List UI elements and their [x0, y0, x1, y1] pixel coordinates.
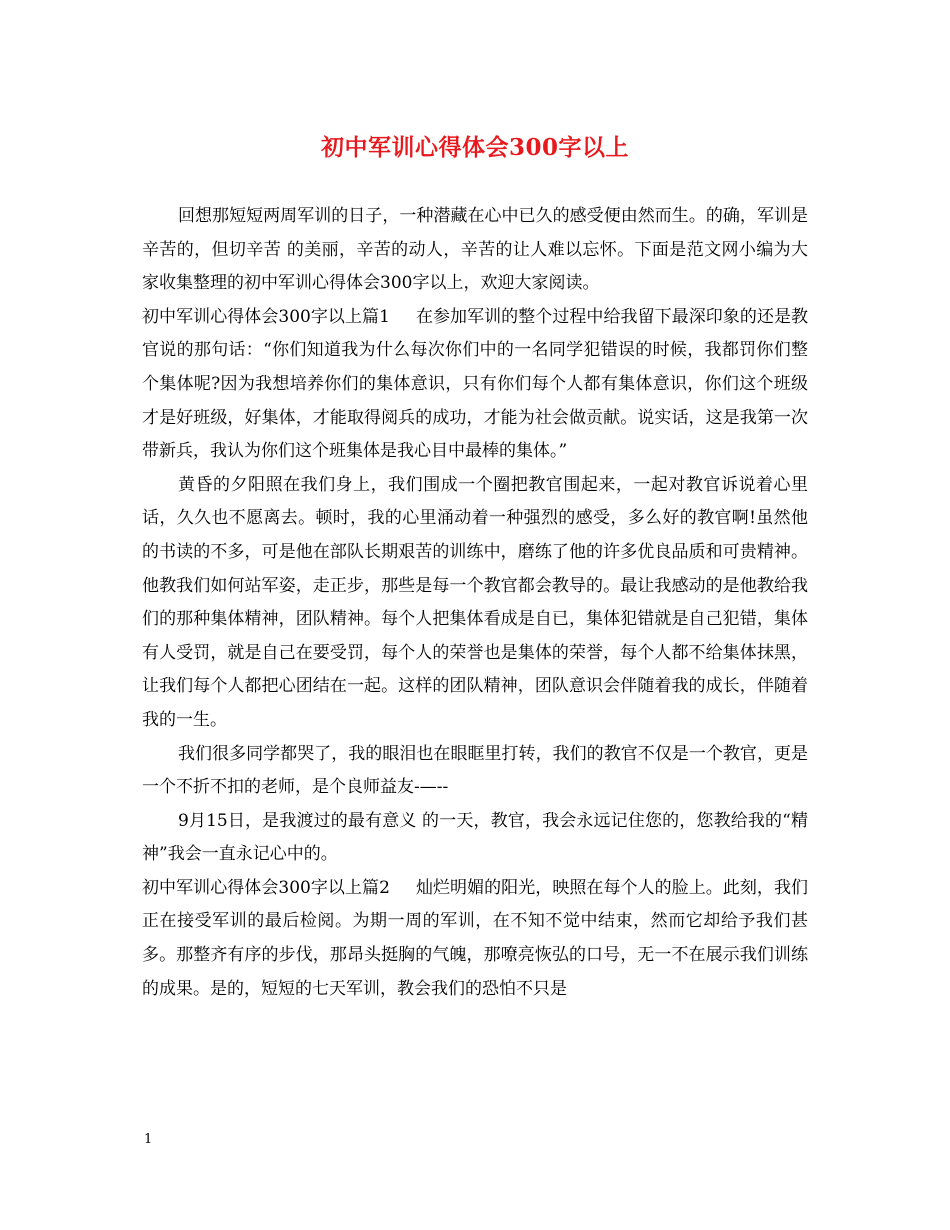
paragraph-sunset: 黄昏的夕阳照在我们身上，我们围成一个圈把教官围起来，一起对教官诉说着心里话，久久也不愿离去。顿时，我的心里涌动着一种强烈的感受，多么好的教官啊!虽然他的书读的不多，可是他在部队长期艰苦的训练中，磨练了他的许多优良品质和可贵精神。他教我们如何站军姿，走正步，那些是每一个教官都会教导的。最让我感动的是他教给我们的那种集体精神，团队精神。每个人把集体看成是自已，集体犯错就是自己犯错，集体有人受罚，就是自己在要受罚，每个人的荣誉也是集体的荣誉，每个人都不给集体抹黑，让我们每个人都把心团结在一起。这样的团队精神，团队意识会伴随着我的成长，伴随着我的一生。: [142, 474, 808, 730]
document-body: [142, 200, 808, 1006]
paragraph-september: 9月15日，是我渡过的最有意义 的一天，教官，我会永远记住您的，您教给我的“精神”我会一直永记心中的。: [142, 810, 808, 865]
paragraph-tears: 我们很多同学都哭了，我的眼泪也在眼眶里打转，我们的教官不仅是一个教官，更是一个不折不扣的老师，是个良师益友-—--: [142, 743, 808, 798]
section-2-paragraph: [142, 872, 808, 1006]
section-2-heading: 初中军训心得体会300字以上篇2: [142, 877, 390, 898]
section-1-heading: 初中军训心得体会300字以上篇1: [142, 306, 390, 327]
intro-paragraph: 回想那短短两周军训的日子，一种潜藏在心中已久的感受便由然而生。的确，军训是辛苦的，但切辛苦 的美丽，辛苦的动人，辛苦的让人难以忘怀。下面是范文网小编为大家收集整理的初中军训心得体会300字以上，欢迎大家阅读。: [142, 206, 808, 294]
document-title: 初中军训心得体会300字以上: [320, 134, 629, 161]
section-1-paragraph: [142, 301, 808, 469]
page-number: 1: [144, 1132, 153, 1147]
section-1-text: 在参加军训的整个过程中给我留下最深印象的还是教官说的那句话：“你们知道我为什么每次你们中的一名同学犯错误的时候，我都罚你们整个集体呢?因为我想培养你们的集体意识，只有你们每个人都有集体意识，你们这个班级才是好班级，好集体，才能取得阅兵的成功，才能为社会做贡献。说实话，这是我第一次带新兵，我认为你们这个班集体是我心目中最棒的集体。”: [142, 306, 808, 462]
section-2-text: 灿烂明媚的阳光，映照在每个人的脸上。此刻，我们正在接受军训的最后检阅。为期一周的军训，在不知不觉中结束，然而它却给予我们甚多。那整齐有序的步伐，那昂头挺胸的气魄，那嘹亮恢弘的口号，无一不在展示我们训练的成果。是的，短短的七天军训，教会我们的恐怕不只是: [142, 877, 808, 999]
